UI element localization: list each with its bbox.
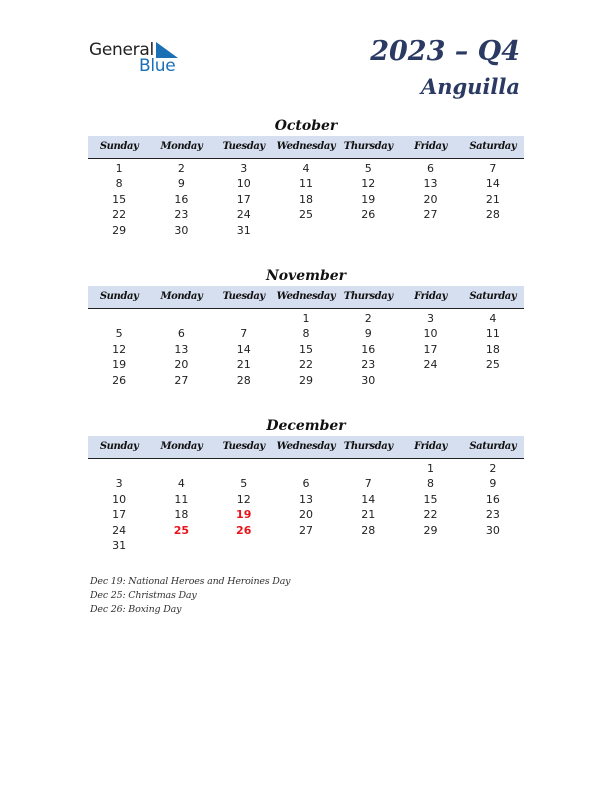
weekday-label: Friday [414,291,447,302]
day-cell: 14 [236,342,251,356]
month-name: November [265,268,347,284]
day-cell: 20 [174,358,189,372]
day-cell: 30 [361,373,376,387]
weekday-label: Wednesday [276,291,336,302]
day-cell: 3 [115,477,123,491]
day-grid [88,309,524,388]
day-blank [213,461,275,476]
day-grid [88,159,524,238]
day-cell: 4 [302,162,310,175]
day-cell: 3 [240,162,248,175]
day-cell: 6 [177,327,185,341]
weekday-label: Saturday [469,441,517,452]
day-blank [88,461,150,476]
day-cell: 31 [236,223,251,237]
weekday-label: Monday [160,441,203,452]
day-cell: 6 [302,477,310,491]
day-cell: 29 [112,223,127,237]
day-cell: 24 [423,358,438,372]
weekday-label: Friday [414,141,447,152]
day-cell: 25 [485,358,500,372]
day-cell: 26 [112,373,127,387]
weekday-label: Monday [160,141,203,152]
day-cell: 23 [361,358,376,372]
day-cell: 14 [361,492,376,506]
day-cell: 29 [298,373,313,387]
day-cell: 17 [423,342,438,356]
day-cell: 9 [364,327,372,341]
day-cell: 2 [177,162,185,175]
day-cell: 9 [177,177,185,191]
day-blank [150,461,212,476]
day-cell: 8 [302,327,310,341]
weekday-label: Sunday [99,141,139,152]
weekday-label: Sunday [99,441,139,452]
day-cell: 1 [115,162,123,175]
day-cell: 16 [174,192,189,206]
weekday-label: Wednesday [276,441,336,452]
day-cell: 22 [423,508,438,522]
day-cell: 27 [298,523,313,537]
day-cell: 7 [489,162,497,175]
day-cell: 29 [423,523,438,537]
day-cell: 8 [115,177,123,191]
day-cell: 11 [485,327,500,341]
page-title: 2023 – Q4 [370,36,520,67]
day-cell: 9 [489,477,497,491]
day-cell: 14 [485,177,500,191]
page-subtitle: Anguilla [420,74,520,99]
day-cell: 12 [112,342,127,356]
day-cell: 21 [236,358,251,372]
day-cell: 8 [427,477,435,491]
day-cell: 25 [298,208,313,222]
day-cell: 31 [112,538,127,552]
day-cell: 27 [174,373,189,387]
day-grid [88,459,524,553]
holiday-note: Dec 26: Boxing Day [90,604,182,615]
month-name: October [274,118,338,134]
weekday-label: Thursday [343,291,393,302]
day-cell: 12 [361,177,376,191]
weekday-header [88,136,524,159]
day-cell: 5 [364,162,372,175]
logo-word-blue: Blue [139,56,176,76]
day-cell: 17 [112,508,127,522]
day-cell: 4 [177,477,185,491]
day-blank [150,311,212,326]
day-cell: 23 [174,208,189,222]
month-november [88,266,524,388]
holiday-notes [90,575,290,617]
day-cell: 21 [485,192,500,206]
weekday-label: Thursday [343,441,393,452]
day-cell: 11 [298,177,313,191]
day-cell: 6 [427,162,435,175]
day-cell: 1 [427,462,435,475]
day-cell: 15 [112,192,127,206]
day-cell: 28 [236,373,251,387]
month-name: December [266,418,346,434]
day-cell: 20 [423,192,438,206]
day-cell: 3 [427,312,435,325]
day-cell: 18 [298,192,313,206]
day-cell: 2 [364,312,372,325]
day-cell: 19 [361,192,376,206]
day-cell: 10 [112,492,127,506]
day-cell: 1 [302,312,310,325]
day-cell: 13 [174,342,189,356]
weekday-label: Thursday [343,141,393,152]
day-cell: 7 [240,327,248,341]
weekday-label: Monday [160,291,203,302]
day-cell: 19 [112,358,127,372]
day-cell: 18 [485,342,500,356]
day-blank [88,311,150,326]
day-cell: 15 [298,342,313,356]
day-cell: 2 [489,462,497,475]
day-blank [275,461,337,476]
holiday-note: Dec 19: National Heroes and Heroines Day [90,576,291,587]
holiday-note: Dec 25: Christmas Day [90,590,197,601]
weekday-label: Tuesday [222,441,265,452]
month-december [88,416,524,553]
day-cell: 21 [361,508,376,522]
day-cell: 20 [298,508,313,522]
day-cell: 4 [489,312,497,325]
day-cell: 22 [112,208,127,222]
day-cell: 28 [361,523,376,537]
day-cell: 18 [174,508,189,522]
day-cell: 30 [174,223,189,237]
weekday-label: Sunday [99,291,139,302]
day-cell-holiday: 19 [236,508,252,522]
day-blank [213,311,275,326]
day-cell: 30 [485,523,500,537]
day-cell: 23 [485,508,500,522]
day-cell: 5 [115,327,123,341]
day-cell: 12 [236,492,251,506]
day-cell-holiday: 25 [173,523,190,537]
weekday-label: Saturday [469,141,517,152]
day-cell: 10 [423,327,438,341]
day-cell: 24 [236,208,251,222]
logo-word-general: General [89,40,154,60]
day-cell: 16 [361,342,376,356]
day-cell: 26 [361,208,376,222]
day-cell: 13 [298,492,313,506]
month-october [88,116,524,238]
day-cell: 11 [174,492,189,506]
weekday-label: Wednesday [276,141,336,152]
day-cell: 27 [423,208,438,222]
day-blank [337,461,399,476]
day-cell: 15 [423,492,438,506]
day-cell: 13 [423,177,438,191]
day-cell: 28 [485,208,500,222]
weekday-label: Tuesday [222,291,265,302]
day-cell: 17 [236,192,251,206]
logo [89,40,189,76]
weekday-label: Tuesday [222,141,265,152]
day-cell: 24 [112,523,127,537]
day-cell: 7 [364,477,372,491]
weekday-header [88,286,524,309]
weekday-label: Friday [414,441,447,452]
day-cell: 16 [485,492,500,506]
day-cell: 22 [298,358,313,372]
day-cell: 5 [240,477,248,491]
weekday-label: Saturday [469,291,517,302]
day-cell: 10 [236,177,251,191]
weekday-header [88,436,524,459]
day-cell-holiday: 26 [236,523,252,537]
